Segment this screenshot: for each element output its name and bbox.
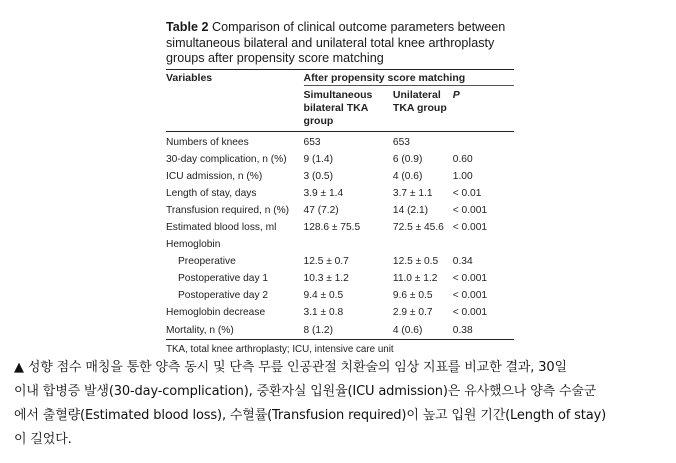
table-row — [166, 134, 514, 151]
table-row — [166, 322, 514, 339]
table-row — [166, 202, 514, 219]
p-col-header: P — [452, 88, 460, 101]
cell-simultaneous — [304, 236, 393, 253]
cell-unilateral: 6 (0.9) — [392, 153, 423, 165]
table-row — [166, 219, 514, 236]
cell-variable: Length of stay, days — [166, 187, 257, 199]
table-row — [166, 287, 514, 304]
cell-unilateral: 3.7 ± 1.1 — [392, 187, 433, 199]
cell-unilateral — [393, 236, 451, 253]
cell-simultaneous: 3.1 ± 0.8 — [303, 307, 344, 319]
cell-simultaneous: 9 (1.4) — [303, 153, 333, 165]
cell-unilateral: 14 (2.1) — [392, 204, 429, 216]
table-title — [166, 20, 514, 67]
outcome-table — [166, 70, 514, 339]
cell-p-value: < 0.01 — [452, 187, 482, 199]
cell-variable: 30-day complication, n (%) — [166, 153, 287, 165]
cell-variable: Estimated blood loss, ml — [166, 222, 277, 234]
table-row — [166, 151, 514, 168]
cell-variable: Numbers of knees — [166, 136, 249, 148]
cell-simultaneous: 3.9 ± 1.4 — [303, 187, 344, 199]
cell-p-value: < 0.001 — [452, 222, 488, 234]
cell-simultaneous: 12.5 ± 0.7 — [303, 256, 349, 268]
table-number: Table 2 — [166, 20, 209, 34]
table-row — [166, 168, 514, 185]
cell-p-value: 0.38 — [452, 324, 473, 336]
bottom-rule — [166, 339, 514, 340]
table-row — [166, 185, 514, 202]
variables-header: Variables — [166, 71, 213, 84]
cell-p-value: < 0.001 — [452, 307, 488, 319]
cell-simultaneous: 47 (7.2) — [303, 204, 339, 216]
cell-unilateral: 2.9 ± 0.7 — [392, 307, 433, 319]
cell-p-value: 0.60 — [452, 153, 473, 165]
table-footnote: TKA, total knee arthroplasty; ICU, intensive care unit — [166, 343, 394, 355]
cell-simultaneous: 3 (0.5) — [303, 170, 333, 182]
table-row — [166, 270, 514, 287]
caption-line-4: 이 길었다. — [14, 432, 72, 447]
cell-variable: ICU admission, n (%) — [166, 170, 263, 182]
cell-simultaneous: 9.4 ± 0.5 — [303, 290, 344, 302]
caption-line-1: ▲ 성향 점수 매칭을 통한 양측 동시 및 단측 무릎 인공관절 치환술의 임상 지표를 비교한 결과, 30일 — [14, 360, 567, 375]
cell-variable: Transfusion required, n (%) — [166, 204, 290, 216]
cell-simultaneous: 653 — [303, 136, 321, 148]
cell-variable: Mortality, n (%) — [166, 324, 234, 336]
cell-simultaneous: 10.3 ± 1.2 — [303, 273, 349, 285]
cell-unilateral: 12.5 ± 0.5 — [392, 256, 439, 268]
cell-unilateral: 11.0 ± 1.2 — [392, 273, 438, 285]
cell-unilateral: 653 — [392, 136, 410, 148]
title-line-2: simultaneous bilateral and unilateral total knee arthroplasty — [166, 35, 495, 50]
cell-p-value: 0.34 — [452, 256, 473, 268]
photo-caption — [14, 356, 662, 452]
cell-variable: Postoperative day 1 — [178, 273, 269, 285]
title-line-1: Comparison of clinical outcome parameters between — [211, 20, 506, 34]
cell-unilateral: 4 (0.6) — [392, 324, 423, 336]
unilateral-col-header: Unilateral TKA group — [392, 88, 447, 114]
cell-p-value: < 0.001 — [452, 290, 488, 302]
simultaneous-col-header: Simultaneous bilateral TKA group — [303, 88, 373, 127]
cell-p-value — [451, 236, 514, 253]
cell-unilateral: 72.5 ± 45.6 — [392, 222, 444, 234]
cell-unilateral: 9.6 ± 0.5 — [392, 290, 433, 302]
cell-variable: Hemoglobin — [166, 239, 221, 251]
cell-p-value: < 0.001 — [452, 273, 488, 285]
cell-variable: Preoperative — [178, 256, 236, 268]
cell-variable: Postoperative day 2 — [178, 290, 269, 302]
after-psm-header: After propensity score matching — [304, 70, 514, 86]
cell-simultaneous: 8 (1.2) — [303, 324, 333, 336]
cell-variable: Hemoglobin decrease — [166, 307, 266, 319]
cell-p-value — [451, 134, 514, 151]
cell-p-value: 1.00 — [452, 170, 473, 182]
table-figure — [166, 20, 514, 355]
table-row — [166, 304, 514, 321]
caption-line-2: 이내 합병증 발생(30-day-complication), 중환자실 입원율(ICU admission)은 유사했으나 양측 수술군 — [14, 384, 597, 399]
title-line-3: groups after propensity score matching — [166, 51, 384, 65]
table-row — [166, 236, 514, 253]
table-row — [166, 253, 514, 270]
cell-p-value: < 0.001 — [452, 204, 488, 216]
caption-line-3: 에서 출혈량(Estimated blood loss), 수혈률(Transfusion required)이 높고 입원 기간(Length of stay) — [14, 408, 607, 423]
cell-simultaneous: 128.6 ± 75.5 — [303, 222, 361, 234]
cell-unilateral: 4 (0.6) — [392, 170, 423, 182]
